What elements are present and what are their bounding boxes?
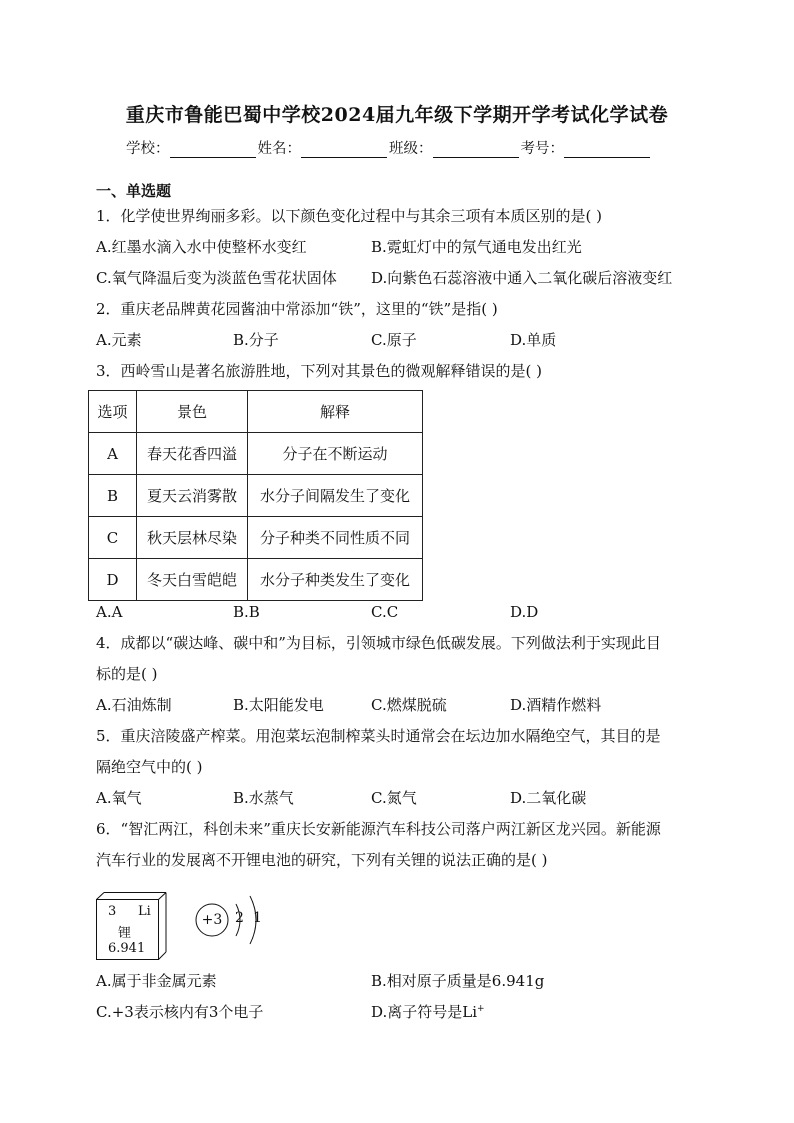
ion-charge: + <box>477 1004 485 1014</box>
name-field <box>258 137 390 158</box>
q4-stem-line1: 4．成都以“碳达峰、碳中和”为目标，引领城市绿色低碳发展。下列做法利于实现此目 <box>96 634 661 652</box>
q5-option-d: D.二氧化碳 <box>510 789 587 807</box>
number-blank <box>564 143 650 158</box>
number-label: 考号： <box>520 141 564 157</box>
q2-option-d: D.单质 <box>510 331 557 349</box>
table-cell: B <box>89 475 137 517</box>
table-cell: C <box>89 517 137 559</box>
atom-structure-diagram <box>192 890 272 950</box>
q1-option-a: A.红墨水滴入水中使整杯水变红 <box>96 238 307 256</box>
table-header-cell: 景色 <box>137 391 248 433</box>
student-info-row <box>126 137 652 158</box>
q3-stem: 3．西岭雪山是著名旅游胜地，下列对其景色的微观解释错误的是( ) <box>96 362 543 380</box>
table-cell: D <box>89 559 137 601</box>
element-atomic-number: 3 <box>108 904 117 919</box>
shell2-electrons: 1 <box>253 910 262 926</box>
q1-option-c: C.氧气降温后变为淡蓝色雪花状固体 <box>96 269 337 287</box>
table-row <box>89 475 423 517</box>
q5-stem-line1: 5．重庆涪陵盛产榨菜。用泡菜坛泡制榨菜头时通常会在坛边加水隔绝空气，其目的是 <box>96 727 661 745</box>
q1-option-d: D.向紫色石蕊溶液中通入二氧化碳后溶液变红 <box>371 269 673 287</box>
q3-option-a: A.A <box>96 603 123 621</box>
q6-option-c: C.+3表示核内有3个电子 <box>96 1003 264 1021</box>
section-heading: 一、单选题 <box>96 182 172 200</box>
element-name: 锂 <box>118 926 132 941</box>
q6-option-a: A.属于非金属元素 <box>96 972 217 990</box>
table-header-cell: 解释 <box>248 391 423 433</box>
table-cell: 水分子种类发生了变化 <box>248 559 423 601</box>
q1-option-b: B.霓虹灯中的氖气通电发出红光 <box>371 238 582 256</box>
table-cell: 夏天云消雾散 <box>137 475 248 517</box>
number-field <box>521 137 653 158</box>
q2-option-a: A.元素 <box>96 331 142 349</box>
table-row <box>89 517 423 559</box>
table-cell: 冬天白雪皑皑 <box>137 559 248 601</box>
q4-option-c: C.燃煤脱硫 <box>371 696 447 714</box>
q6-option-d: D.离子符号是 <box>371 1003 463 1021</box>
shell1-electrons: 2 <box>235 910 244 926</box>
q6-option-d-wrap <box>371 1001 485 1022</box>
q6-option-b: B.相对原子质量是6.941g <box>371 972 545 990</box>
table-cell: 春天花香四溢 <box>137 433 248 475</box>
q3-option-d: D.D <box>510 603 539 621</box>
q4-option-a: A.石油炼制 <box>96 696 172 714</box>
exam-title: 重庆市鲁能巴蜀中学校2024届九年级下学期开学考试化学试卷 <box>125 104 669 126</box>
table-cell: 水分子间隔发生了变化 <box>248 475 423 517</box>
school-field <box>126 137 258 158</box>
table-row <box>89 433 423 475</box>
q5-option-b: B.水蒸气 <box>233 789 294 807</box>
q4-option-d: D.酒精作燃料 <box>510 696 602 714</box>
table-cell: 分子在不断运动 <box>248 433 423 475</box>
table-row <box>89 559 423 601</box>
name-blank <box>301 143 387 158</box>
nucleus-charge: +3 <box>201 912 223 928</box>
periodic-element-card <box>96 892 158 956</box>
class-blank <box>433 143 519 158</box>
table-cell: A <box>89 433 137 475</box>
q5-option-a: A.氧气 <box>96 789 142 807</box>
q2-option-c: C.原子 <box>371 331 417 349</box>
q3-option-b: B.B <box>233 603 260 621</box>
q6-stem-line1: 6．“智汇两江，科创未来”重庆长安新能源汽车科技公司落户两江新区龙兴园。新能源 <box>96 820 661 838</box>
q4-stem-line2: 标的是( ) <box>96 665 158 683</box>
element-atomic-mass: 6.941 <box>108 941 146 956</box>
q4-option-b: B.太阳能发电 <box>233 696 324 714</box>
table-header-cell: 选项 <box>89 391 137 433</box>
school-blank <box>170 143 256 158</box>
q2-stem: 2．重庆老品牌黄花园酱油中常添加“铁”，这里的“铁”是指( ) <box>96 300 498 318</box>
class-field <box>389 137 521 158</box>
ion-symbol: Li <box>462 1003 478 1021</box>
name-label: 姓名： <box>257 141 301 157</box>
table-header-row <box>89 391 423 433</box>
element-symbol: Li <box>138 904 151 919</box>
q5-option-c: C.氮气 <box>371 789 417 807</box>
q2-option-b: B.分子 <box>233 331 279 349</box>
school-label: 学校： <box>126 141 170 157</box>
q3-option-c: C.C <box>371 603 399 621</box>
q5-stem-line2: 隔绝空气中的( ) <box>96 758 203 776</box>
table-cell: 分子种类不同性质不同 <box>248 517 423 559</box>
class-label: 班级： <box>389 141 433 157</box>
q1-stem: 1．化学使世界绚丽多彩。以下颜色变化过程中与其余三项有本质区别的是( ) <box>96 207 603 225</box>
q3-table <box>88 390 423 601</box>
table-cell: 秋天层林尽染 <box>137 517 248 559</box>
q6-stem-line2: 汽车行业的发展离不开锂电池的研究，下列有关锂的说法正确的是( ) <box>96 851 548 869</box>
